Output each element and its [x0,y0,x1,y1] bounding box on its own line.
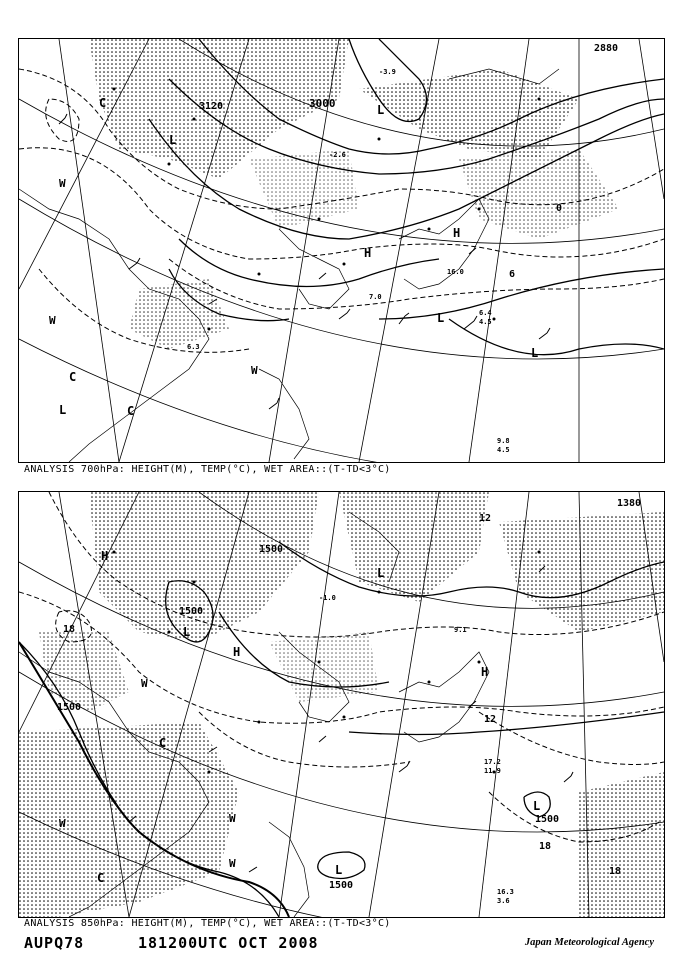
pressure-center-high: H [481,665,489,679]
contour-label: 6 [509,269,516,280]
pressure-center-high: H [453,226,461,240]
contour-label: 18 [63,624,76,635]
station-value: 7.0 [369,293,382,301]
contour-label: 0 [556,203,563,214]
temperature-center-cold: C [97,871,105,885]
panel-caption-700hpa: ANALYSIS 700hPa: HEIGHT(M), TEMP(°C), WET AREA::(T-TD<3°C) [24,464,391,475]
contour-label: 2880 [594,43,619,54]
temperature-center-cold: C [99,96,107,110]
station-value: 6.4 [479,309,492,317]
station-value: 9.8 [497,437,510,445]
contour-label: 1380 [617,498,642,509]
map-700hpa-svg [19,39,664,462]
contour-label: 18 [609,866,622,877]
station-value: 6.3 [187,343,200,351]
contour-label: 12 [479,513,492,524]
map-panel-850hpa [18,491,665,918]
pressure-center-high: H [233,645,241,659]
station-value: -2.6 [329,151,346,159]
pressure-center-low: L [533,799,541,813]
contour-label: 1500 [259,544,284,555]
contour-label: 1500 [535,814,560,825]
pressure-center-low: L [183,625,191,639]
station-value: 17.2 [484,758,501,766]
wet-area-shading [89,39,619,349]
station-value: 9.1 [454,626,467,634]
contour-label: 3000 [309,97,336,110]
station-value: 3.6 [497,897,510,905]
pressure-center-high: H [101,549,109,563]
pressure-center-low: L [531,346,539,360]
station-value: 4.5 [479,318,492,326]
temperature-center-warm: W [229,857,236,870]
temperature-center-warm: W [251,364,258,377]
temperature-center-warm: W [59,177,66,190]
product-code: AUPQ78 [24,934,85,952]
temperature-center-warm: W [141,677,148,690]
contour-label: 1500 [329,880,354,891]
temperature-center-cold: C [127,404,135,418]
map-850hpa-svg [19,492,664,917]
contour-label: 1500 [57,702,82,713]
contour-label: 3120 [199,101,224,112]
station-value: 4.5 [497,446,510,454]
station-value: 11.9 [484,767,501,775]
pressure-center-high: H [364,246,372,260]
temperature-center-warm: W [229,812,236,825]
station-value: -1.0 [319,594,336,602]
temperature-center-warm: W [49,314,56,327]
station-value: 16.3 [497,888,514,896]
map-panel-700hpa [18,38,665,463]
pressure-center-low: L [377,103,385,117]
panel-caption-850hpa: ANALYSIS 850hPa: HEIGHT(M), TEMP(°C), WET AREA::(T-TD<3°C) [24,918,391,929]
contour-label: 1500 [179,606,204,617]
contour-label: 12 [484,714,497,725]
valid-time: 181200UTC OCT 2008 [138,934,319,952]
temperature-center-warm: W [59,817,66,830]
pressure-center-low: L [169,133,177,147]
pressure-center-low: L [437,311,445,325]
pressure-center-low: L [335,863,343,877]
contour-label: 18 [539,841,552,852]
pressure-center-low: L [59,403,67,417]
pressure-center-low: L [377,566,385,580]
station-value: 16.0 [447,268,464,276]
agency-name: Japan Meteorological Agency [524,937,654,948]
temperature-center-cold: C [69,370,77,384]
temperature-center-cold: C [159,736,167,750]
station-value: -3.9 [379,68,396,76]
